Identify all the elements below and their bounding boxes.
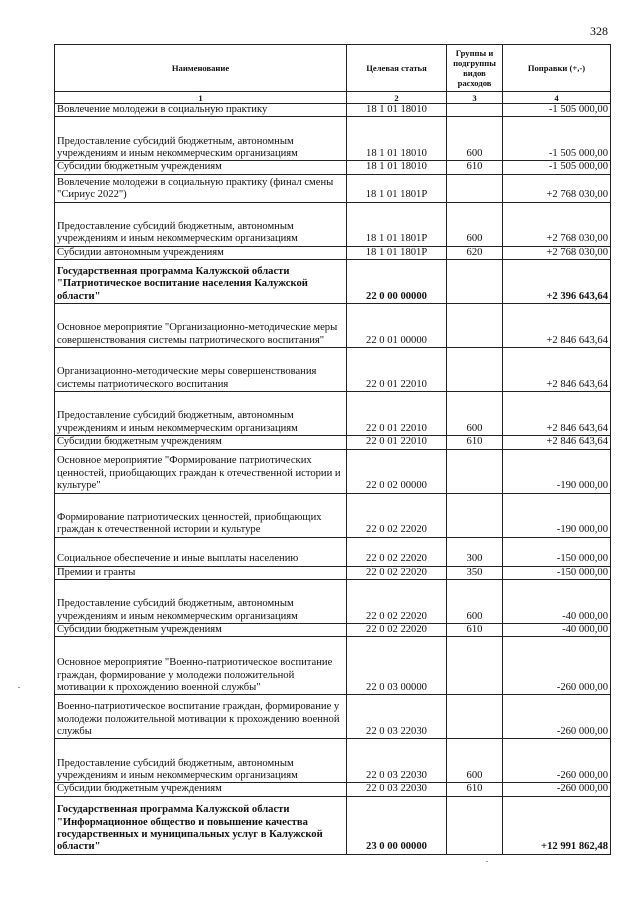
row-target-code: 22 0 02 22020: [347, 493, 447, 537]
row-target-code: 22 0 03 00000: [347, 637, 447, 695]
row-name: Социальное обеспечение и иные выплаты населению: [55, 537, 347, 566]
row-target-code: 22 0 03 22030: [347, 739, 447, 783]
row-target-code: 22 0 02 22020: [347, 624, 447, 637]
row-expense-group: 600: [447, 739, 503, 783]
row-name: Субсидии автономным учреждениям: [55, 246, 347, 259]
row-amendment-amount: -190 000,00: [503, 493, 611, 537]
header-target-article: Целевая статья: [347, 45, 447, 92]
row-target-code: 23 0 00 00000: [347, 796, 447, 854]
row-target-code: 22 0 00 00000: [347, 260, 447, 304]
row-target-code: 18 1 01 1801Р: [347, 246, 447, 259]
table-row: [55, 202, 611, 246]
row-amendment-amount: -260 000,00: [503, 739, 611, 783]
row-target-code: 22 0 01 22010: [347, 392, 447, 436]
row-target-code: 18 1 01 18010: [347, 117, 447, 161]
row-name: Субсидии бюджетным учреждениям: [55, 624, 347, 637]
row-name: Субсидии бюджетным учреждениям: [55, 161, 347, 174]
row-target-code: 22 0 02 00000: [347, 449, 447, 493]
row-name: Субсидии бюджетным учреждениям: [55, 783, 347, 796]
row-expense-group: 610: [447, 624, 503, 637]
table-header-row: [55, 45, 611, 92]
table-row: [55, 436, 611, 449]
column-number-row: [55, 92, 611, 104]
row-name: Субсидии бюджетным учреждениям: [55, 436, 347, 449]
header-amendments: Поправки (+,-): [503, 45, 611, 92]
table-row: [55, 739, 611, 783]
column-number: 4: [503, 92, 611, 104]
row-expense-group: 610: [447, 783, 503, 796]
row-amendment-amount: -40 000,00: [503, 624, 611, 637]
row-expense-group: 600: [447, 202, 503, 246]
row-expense-group: [447, 796, 503, 854]
row-amendment-amount: +2 768 030,00: [503, 174, 611, 202]
table-row: [55, 796, 611, 854]
table-row: [55, 580, 611, 624]
row-expense-group: [447, 348, 503, 392]
table-row: [55, 695, 611, 739]
row-amendment-amount: +12 991 862,48: [503, 796, 611, 854]
row-target-code: 18 1 01 18010: [347, 104, 447, 117]
row-expense-group: 600: [447, 117, 503, 161]
row-expense-group: [447, 174, 503, 202]
row-amendment-amount: -1 505 000,00: [503, 104, 611, 117]
table-row: [55, 637, 611, 695]
column-number: 3: [447, 92, 503, 104]
table-row: [55, 783, 611, 796]
row-amendment-amount: -150 000,00: [503, 566, 611, 579]
row-expense-group: [447, 695, 503, 739]
row-name: Государственная программа Калужской области "Информационное общество и повышение качества государственных и муниципальных услуг в Калужской области": [55, 796, 347, 854]
table-row: [55, 304, 611, 348]
row-name: Вовлечение молодежи в социальную практику (финал смены "Сириус 2022"): [55, 174, 347, 202]
row-name: Формирование патриотических ценностей, приобщающих граждан к отечественной истории и культуре: [55, 493, 347, 537]
row-target-code: 18 1 01 1801Р: [347, 202, 447, 246]
row-expense-group: 600: [447, 392, 503, 436]
table-row: [55, 392, 611, 436]
table-row: [55, 117, 611, 161]
row-amendment-amount: +2 846 643,64: [503, 392, 611, 436]
table-row: [55, 348, 611, 392]
row-expense-group: 610: [447, 436, 503, 449]
row-name: Предоставление субсидий бюджетным, автономным учреждениям и иным некоммерческим организациям: [55, 117, 347, 161]
row-expense-group: 300: [447, 537, 503, 566]
row-amendment-amount: +2 768 030,00: [503, 202, 611, 246]
page-number: 328: [590, 24, 608, 38]
table-row: [55, 260, 611, 304]
row-expense-group: [447, 304, 503, 348]
row-target-code: 18 1 01 1801Р: [347, 174, 447, 202]
row-expense-group: [447, 449, 503, 493]
table-row: [55, 493, 611, 537]
row-expense-group: [447, 637, 503, 695]
row-target-code: 22 0 01 22010: [347, 348, 447, 392]
row-amendment-amount: -40 000,00: [503, 580, 611, 624]
scan-speck: [18, 687, 20, 688]
row-amendment-amount: -1 505 000,00: [503, 117, 611, 161]
row-name: Организационно-методические меры совершенствования системы патриотического воспитания: [55, 348, 347, 392]
table-row: [55, 449, 611, 493]
table-row: [55, 161, 611, 174]
row-name: Основное мероприятие "Организационно-методические меры совершенствования системы патриотического воспитания": [55, 304, 347, 348]
table-row: [55, 566, 611, 579]
table-body: [55, 104, 611, 855]
table-row: [55, 246, 611, 259]
row-expense-group: 620: [447, 246, 503, 259]
header-name: Наименование: [55, 45, 347, 92]
row-amendment-amount: -150 000,00: [503, 537, 611, 566]
row-amendment-amount: +2 846 643,64: [503, 348, 611, 392]
row-expense-group: 610: [447, 161, 503, 174]
row-name: Основное мероприятие "Военно-патриотическое воспитание граждан, формирование у молодежи положительной мотивации к прохождению военной службы": [55, 637, 347, 695]
row-name: Основное мероприятие "Формирование патриотических ценностей, приобщающих граждан к отечественной истории и культуре": [55, 449, 347, 493]
row-target-code: 22 0 02 22020: [347, 580, 447, 624]
header-expense-groups: Группы и подгруппы видов расходов: [447, 45, 503, 92]
table-row: [55, 624, 611, 637]
row-amendment-amount: -190 000,00: [503, 449, 611, 493]
row-target-code: 22 0 03 22030: [347, 783, 447, 796]
row-amendment-amount: -1 505 000,00: [503, 161, 611, 174]
row-name: Вовлечение молодежи в социальную практику: [55, 104, 347, 117]
row-name: Предоставление субсидий бюджетным, автономным учреждениям и иным некоммерческим организациям: [55, 202, 347, 246]
table-row: [55, 104, 611, 117]
row-target-code: 22 0 01 00000: [347, 304, 447, 348]
column-number: 1: [55, 92, 347, 104]
row-amendment-amount: -260 000,00: [503, 637, 611, 695]
row-amendment-amount: +2 768 030,00: [503, 246, 611, 259]
table-row: [55, 537, 611, 566]
row-amendment-amount: -260 000,00: [503, 695, 611, 739]
row-target-code: 18 1 01 18010: [347, 161, 447, 174]
row-amendment-amount: +2 846 643,64: [503, 304, 611, 348]
table-row: [55, 174, 611, 202]
row-name: Предоставление субсидий бюджетным, автономным учреждениям и иным некоммерческим организациям: [55, 580, 347, 624]
scan-speck: [486, 861, 488, 862]
column-number: 2: [347, 92, 447, 104]
row-target-code: 22 0 02 22020: [347, 537, 447, 566]
row-target-code: 22 0 02 22020: [347, 566, 447, 579]
row-target-code: 22 0 03 22030: [347, 695, 447, 739]
row-name: Государственная программа Калужской области "Патриотическое воспитание населения Калужской области": [55, 260, 347, 304]
row-amendment-amount: +2 846 643,64: [503, 436, 611, 449]
budget-table: [54, 44, 611, 855]
row-target-code: 22 0 01 22010: [347, 436, 447, 449]
row-expense-group: 350: [447, 566, 503, 579]
row-expense-group: [447, 260, 503, 304]
row-name: Премии и гранты: [55, 566, 347, 579]
row-name: Военно-патриотическое воспитание граждан, формирование у молодежи положительной мотивации к прохождению военной службы: [55, 695, 347, 739]
row-name: Предоставление субсидий бюджетным, автономным учреждениям и иным некоммерческим организациям: [55, 392, 347, 436]
row-expense-group: 600: [447, 580, 503, 624]
row-name: Предоставление субсидий бюджетным, автономным учреждениям и иным некоммерческим организациям: [55, 739, 347, 783]
row-amendment-amount: -260 000,00: [503, 783, 611, 796]
row-expense-group: [447, 104, 503, 117]
row-amendment-amount: +2 396 643,64: [503, 260, 611, 304]
row-expense-group: [447, 493, 503, 537]
